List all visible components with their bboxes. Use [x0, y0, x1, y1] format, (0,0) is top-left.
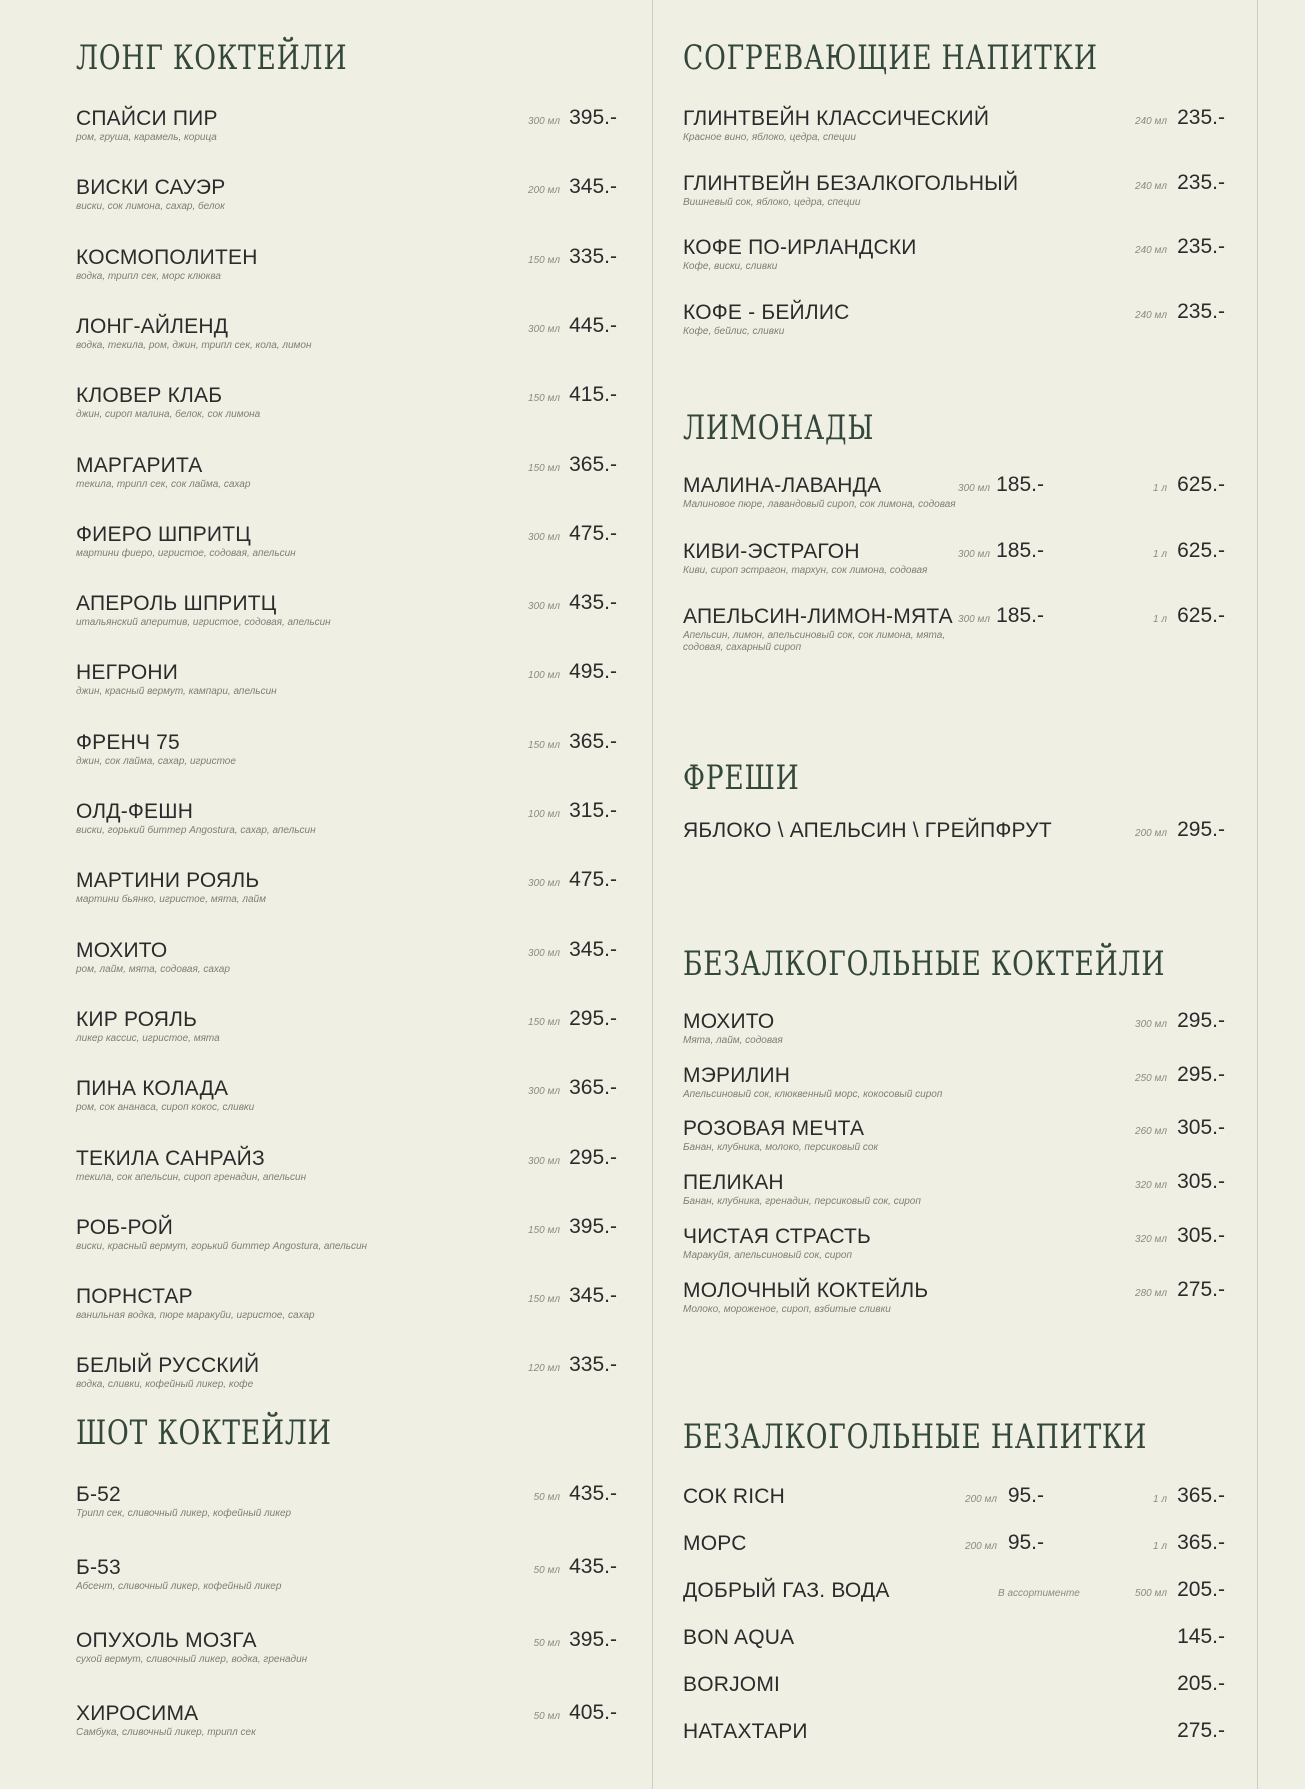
menu-item: [683, 1279, 1228, 1319]
menu-item: [683, 1064, 1228, 1104]
menu-item: [683, 107, 1228, 147]
item-volume-large: 1 л: [1153, 483, 1167, 494]
menu-item: [76, 523, 621, 563]
menu-item: [76, 1147, 621, 1187]
item-price: 415.-: [569, 383, 617, 407]
item-name: ДОБРЫЙ ГАЗ. ВОДА: [683, 1579, 890, 1602]
menu-item: [683, 604, 1228, 653]
item-volume: 200 мл: [528, 185, 560, 197]
item-volume: 320 мл: [1135, 1180, 1167, 1192]
item-price-small: 185.-: [996, 604, 1044, 627]
item-volume-small: 300 мл: [958, 614, 990, 625]
menu-item: [683, 1579, 1228, 1619]
item-name: ОЛД-ФЕШН: [76, 800, 194, 823]
warm-drinks-title: СОГРЕВАЮЩИЕ НАПИТКИ: [683, 38, 1098, 78]
item-name: ПОРНСТАР: [76, 1285, 193, 1309]
menu-item: [683, 1485, 1228, 1525]
menu-item: [76, 661, 621, 701]
item-name: ПЕЛИКАН: [683, 1171, 784, 1195]
item-description: Апельсин, лимон, апельсиновый сок, сок лимона, мята,: [683, 630, 946, 641]
item-price: 335.-: [569, 244, 617, 268]
item-volume-large: 1 л: [1153, 614, 1167, 625]
item-price-large: 205.-: [1177, 1672, 1225, 1695]
item-description: Маракуйя, апельсиновый сок, сироп: [683, 1249, 852, 1261]
item-volume-small: 200 мл: [965, 1541, 997, 1552]
item-volume-small: 300 мл: [958, 548, 990, 560]
item-volume: 120 мл: [528, 1363, 560, 1375]
item-price-large: 365.-: [1177, 1484, 1225, 1507]
item-name: РОБ-РОЙ: [76, 1215, 174, 1239]
item-volume: 300 мл: [528, 947, 560, 959]
item-volume: 150 мл: [528, 739, 560, 751]
item-name: АПЕРОЛЬ ШПРИТЦ: [76, 592, 277, 616]
item-volume-large: 1 л: [1153, 548, 1167, 560]
item-volume-large: 1 л: [1153, 1541, 1167, 1552]
item-price-large: 625.-: [1177, 538, 1225, 562]
menu-item: [76, 176, 621, 216]
menu-item: [683, 1626, 1228, 1666]
item-price-large: 625.-: [1177, 604, 1225, 627]
item-description: Красное вино, яблоко, цедра, специи: [683, 132, 856, 143]
item-volume: 300 мл: [1135, 1019, 1167, 1030]
item-volume: 300 мл: [528, 878, 560, 890]
menu-item: [76, 939, 621, 979]
item-description: водка, текила, ром, джин, трипл сек, кола, лимон: [76, 339, 312, 351]
menu-item: [76, 1629, 621, 1669]
item-volume: 300 мл: [528, 1155, 560, 1167]
item-description: джин, сок лайма, сахар, игристое: [76, 755, 236, 767]
item-price-large: 275.-: [1177, 1719, 1225, 1742]
nonalc-drinks-title: БЕЗАЛКОГОЛЬНЫЕ НАПИТКИ: [683, 1417, 1148, 1457]
item-description: Самбука, сливочный ликер, трипл сек: [76, 1727, 256, 1738]
item-price: 345.-: [569, 937, 617, 961]
item-description: виски, красный вермут, горький биттер Angostura, апельсин: [76, 1240, 368, 1252]
item-price: 345.-: [569, 175, 617, 199]
item-name: МОРС: [683, 1532, 747, 1555]
item-volume: 280 мл: [1135, 1287, 1167, 1299]
item-volume: 240 мл: [1135, 180, 1167, 192]
item-name: Б-53: [76, 1556, 121, 1579]
item-price: 405.-: [569, 1701, 617, 1724]
item-name: BORJOMI: [683, 1673, 781, 1696]
item-price: 235.-: [1177, 299, 1225, 323]
item-description: ром, груша, карамель, корица: [76, 132, 217, 143]
item-price-small: 95.-: [1007, 1531, 1044, 1554]
menu-item: [76, 384, 621, 424]
item-price-large: 205.-: [1177, 1578, 1225, 1601]
item-volume-small: 200 мл: [965, 1494, 997, 1505]
item-price: 435.-: [569, 1555, 617, 1578]
item-name: КОФЕ ПО-ИРЛАНДСКИ: [683, 236, 917, 259]
item-price: 365.-: [569, 729, 617, 753]
item-price: 275.-: [1177, 1277, 1225, 1301]
item-name: МОЛОЧНЫЙ КОКТЕЙЛЬ: [683, 1278, 929, 1302]
item-price: 295.-: [1177, 1062, 1225, 1086]
menu-item: [76, 1008, 621, 1048]
item-description: сухой вермут, сливочный ликер, водка, гренадин: [76, 1654, 308, 1665]
item-name: МЭРИЛИН: [683, 1063, 791, 1087]
item-description: джин, сироп малина, белок, сок лимона: [76, 409, 261, 421]
item-note: В ассортименте: [998, 1588, 1080, 1599]
item-name: НЕГРОНИ: [76, 661, 179, 685]
item-volume: 150 мл: [528, 393, 560, 405]
menu-item: [76, 107, 621, 147]
shot-cocktails-title: ШОТ КОКТЕЙЛИ: [76, 1413, 332, 1453]
item-price: 295.-: [1177, 818, 1225, 841]
item-volume: 100 мл: [528, 809, 560, 820]
menu-item: [76, 1285, 621, 1325]
item-description: Молоко, мороженое, сироп, взбитые сливки: [683, 1303, 891, 1315]
item-description: мартини фиеро, игристое, содовая, апельсин: [76, 547, 296, 559]
item-price-small: 95.-: [1007, 1484, 1044, 1507]
item-volume: 240 мл: [1135, 116, 1167, 127]
item-name: ГЛИНТВЕЙН КЛАССИЧЕСКИЙ: [683, 107, 990, 130]
menu-item: [683, 1225, 1228, 1265]
item-price-small: 185.-: [996, 473, 1044, 496]
item-description: виски, горький биттер Angostura, сахар, апельсин: [76, 825, 316, 836]
item-description: ликер кассис, игристое, мята: [76, 1032, 220, 1044]
item-name: МОХИТО: [683, 1010, 775, 1033]
menu-item: [76, 1216, 621, 1256]
fresh-title: ФРЕШИ: [683, 758, 800, 798]
menu-item: [76, 869, 621, 909]
menu-item: [683, 1720, 1228, 1760]
item-description: ванильная водка, пюре маракуйи, игристое, сахар: [76, 1310, 315, 1322]
item-description: Киви, сироп эстрагон, тархун, сок лимона, содовая: [683, 564, 928, 576]
item-volume-small: 300 мл: [958, 483, 990, 494]
item-volume: 150 мл: [528, 1016, 560, 1028]
item-price: 295.-: [1177, 1009, 1225, 1032]
item-name: BON AQUA: [683, 1626, 795, 1649]
item-name: СПАЙСИ ПИР: [76, 107, 218, 130]
item-volume: 200 мл: [1135, 828, 1167, 839]
item-volume: 50 мл: [533, 1565, 560, 1576]
item-volume: 150 мл: [528, 1224, 560, 1236]
item-price: 305.-: [1177, 1170, 1225, 1194]
item-name: МАРГАРИТА: [76, 453, 203, 477]
item-price-large: 145.-: [1177, 1625, 1225, 1648]
menu-item: [683, 301, 1228, 341]
item-name: ПИНА КОЛАДА: [76, 1077, 229, 1101]
item-price: 295.-: [569, 1145, 617, 1169]
menu-item: [76, 1483, 621, 1523]
item-description: Вишневый сок, яблоко, цедра, специи: [683, 196, 861, 208]
item-price: 235.-: [1177, 235, 1225, 258]
item-name: РОЗОВАЯ МЕЧТА: [683, 1117, 865, 1141]
menu-item: [683, 1673, 1228, 1713]
menu-item: [76, 1556, 621, 1596]
item-volume: 300 мл: [528, 116, 560, 127]
item-description: Банан, клубника, гренадин, персиковый сок, сироп: [683, 1196, 921, 1208]
item-name: СОК RICH: [683, 1485, 786, 1508]
item-description: виски, сок лимона, сахар, белок: [76, 201, 225, 213]
menu-item: [683, 1010, 1228, 1050]
item-volume: 250 мл: [1135, 1072, 1167, 1084]
item-name: МАЛИНА-ЛАВАНДА: [683, 474, 882, 497]
item-volume: 100 мл: [528, 670, 560, 682]
item-name: ТЕКИЛА САНРАЙЗ: [76, 1146, 265, 1170]
item-price: 305.-: [1177, 1223, 1225, 1247]
menu-item: [683, 474, 1228, 514]
item-description: джин, красный вермут, кампари, апельсин: [76, 686, 277, 698]
menu-item: [683, 540, 1228, 580]
menu-item: [76, 1077, 621, 1117]
item-description: текила, трипл сек, сок лайма, сахар: [76, 478, 251, 490]
item-description: Апельсиновый сок, клюквенный морс, кокосовый сироп: [683, 1088, 943, 1100]
item-name: ФРЕНЧ 75: [76, 730, 180, 754]
item-name: КОФЕ - БЕЙЛИС: [683, 300, 850, 324]
item-volume: 150 мл: [528, 462, 560, 474]
item-name: КИР РОЯЛЬ: [76, 1007, 198, 1031]
menu-item: [76, 731, 621, 771]
item-price: 495.-: [569, 660, 617, 684]
item-volume: 240 мл: [1135, 245, 1167, 256]
item-price: 365.-: [569, 452, 617, 476]
menu-item: [76, 246, 621, 286]
item-price: 345.-: [569, 1284, 617, 1308]
item-name: МОХИТО: [76, 938, 168, 962]
item-volume: 50 мл: [533, 1638, 560, 1649]
item-name: ЯБЛОКО \ АПЕЛЬСИН \ ГРЕЙПФРУТ: [683, 819, 1052, 842]
item-name: НАТАХТАРИ: [683, 1720, 808, 1743]
right-edge-line: [1257, 0, 1258, 1789]
item-description: водка, сливки, кофейный ликер, кофе: [76, 1379, 254, 1391]
menu-item: [76, 454, 621, 494]
item-price: 475.-: [569, 521, 617, 545]
item-price: 475.-: [569, 868, 617, 892]
item-name: ФИЕРО ШПРИТЦ: [76, 522, 251, 546]
item-price: 235.-: [1177, 170, 1225, 194]
item-name: БЕЛЫЙ РУССКИЙ: [76, 1354, 260, 1378]
item-description: Малиновое пюре, лавандовый сироп, сок лимона, содовая: [683, 499, 956, 510]
nonalc-cocktails-title: БЕЗАЛКОГОЛЬНЫЕ КОКТЕЙЛИ: [683, 944, 1166, 984]
item-volume: 240 мл: [1135, 309, 1167, 321]
item-name: ВИСКИ САУЭР: [76, 176, 226, 200]
menu-item: [683, 236, 1228, 276]
item-price-large: 625.-: [1177, 473, 1225, 496]
item-price-large: 365.-: [1177, 1531, 1225, 1554]
item-price: 395.-: [569, 1628, 617, 1651]
item-description: Банан, клубника, молоко, персиковый сок: [683, 1142, 879, 1154]
lemonades-title: ЛИМОНАДЫ: [683, 408, 875, 448]
item-price: 365.-: [569, 1076, 617, 1100]
item-volume: 300 мл: [528, 531, 560, 543]
menu-item: [683, 1117, 1228, 1157]
item-name: КИВИ-ЭСТРАГОН: [683, 539, 860, 563]
item-price-small: 185.-: [996, 538, 1044, 562]
item-name: ЧИСТАЯ СТРАСТЬ: [683, 1224, 872, 1248]
item-price: 335.-: [569, 1353, 617, 1377]
menu-item: [683, 172, 1228, 212]
item-volume: 300 мл: [528, 323, 560, 335]
item-name: ОПУХОЛЬ МОЗГА: [76, 1629, 257, 1652]
long-cocktails-title: ЛОНГ КОКТЕЙЛИ: [76, 38, 348, 78]
item-volume-large: 1 л: [1153, 1494, 1167, 1505]
menu-item: [76, 1354, 621, 1394]
item-description: Абсент, сливочный ликер, кофейный ликер: [76, 1581, 282, 1592]
item-price: 315.-: [569, 799, 617, 822]
item-price: 435.-: [569, 591, 617, 615]
item-name: КОСМОПОЛИТЕН: [76, 245, 258, 269]
item-price: 445.-: [569, 313, 617, 337]
item-description: Кофе, бейлис, сливки: [683, 325, 785, 337]
item-name: Б-52: [76, 1483, 121, 1506]
menu-item: [76, 1702, 621, 1742]
item-volume: 260 мл: [1135, 1126, 1167, 1138]
item-description-line2: содовая, сахарный сироп: [683, 642, 802, 653]
item-name: ГЛИНТВЕЙН БЕЗАЛКОГОЛЬНЫЙ: [683, 171, 1019, 195]
item-name: АПЕЛЬСИН-ЛИМОН-МЯТА: [683, 605, 953, 628]
item-volume: 300 мл: [528, 601, 560, 613]
item-name: МАРТИНИ РОЯЛЬ: [76, 869, 260, 893]
menu-item: [683, 1532, 1228, 1572]
item-volume: 50 мл: [533, 1711, 560, 1722]
item-description: мартини бьянко, игристое, мята, лайм: [76, 894, 266, 906]
item-volume: 150 мл: [528, 254, 560, 266]
item-price: 295.-: [569, 1006, 617, 1030]
item-description: водка, трипл сек, морс клюква: [76, 270, 221, 282]
item-volume: 300 мл: [528, 1086, 560, 1098]
item-description: ром, сок ананаса, сироп кокос, сливки: [76, 1102, 255, 1114]
item-description: ром, лайм, мята, содовая, сахар: [76, 963, 230, 975]
item-price: 235.-: [1177, 106, 1225, 129]
item-description: Трипл сек, сливочный ликер, кофейный ликер: [76, 1508, 292, 1519]
item-price: 395.-: [569, 106, 617, 129]
menu-item: [76, 315, 621, 355]
item-volume: 50 мл: [533, 1492, 560, 1503]
item-description: итальянский аперитив, игристое, содовая, апельсин: [76, 617, 331, 629]
item-description: Кофе, виски, сливки: [683, 261, 778, 272]
item-price: 435.-: [569, 1482, 617, 1505]
column-divider: [652, 0, 653, 1789]
item-description: текила, сок апельсин, сироп гренадин, апельсин: [76, 1171, 307, 1183]
item-price: 305.-: [1177, 1116, 1225, 1140]
item-volume-large: 500 мл: [1135, 1588, 1167, 1599]
item-name: КЛОВЕР КЛАБ: [76, 384, 223, 408]
item-description: Мята, лайм, содовая: [683, 1035, 783, 1046]
item-name: ЛОНГ-АЙЛЕНД: [76, 314, 229, 338]
item-volume: 320 мл: [1135, 1233, 1167, 1245]
item-name: ХИРОСИМА: [76, 1702, 199, 1725]
menu-item: [76, 800, 621, 840]
menu-item: [76, 592, 621, 632]
item-volume: 150 мл: [528, 1294, 560, 1306]
menu-item: [683, 1171, 1228, 1211]
menu-item: [683, 819, 1228, 859]
item-price: 395.-: [569, 1214, 617, 1238]
